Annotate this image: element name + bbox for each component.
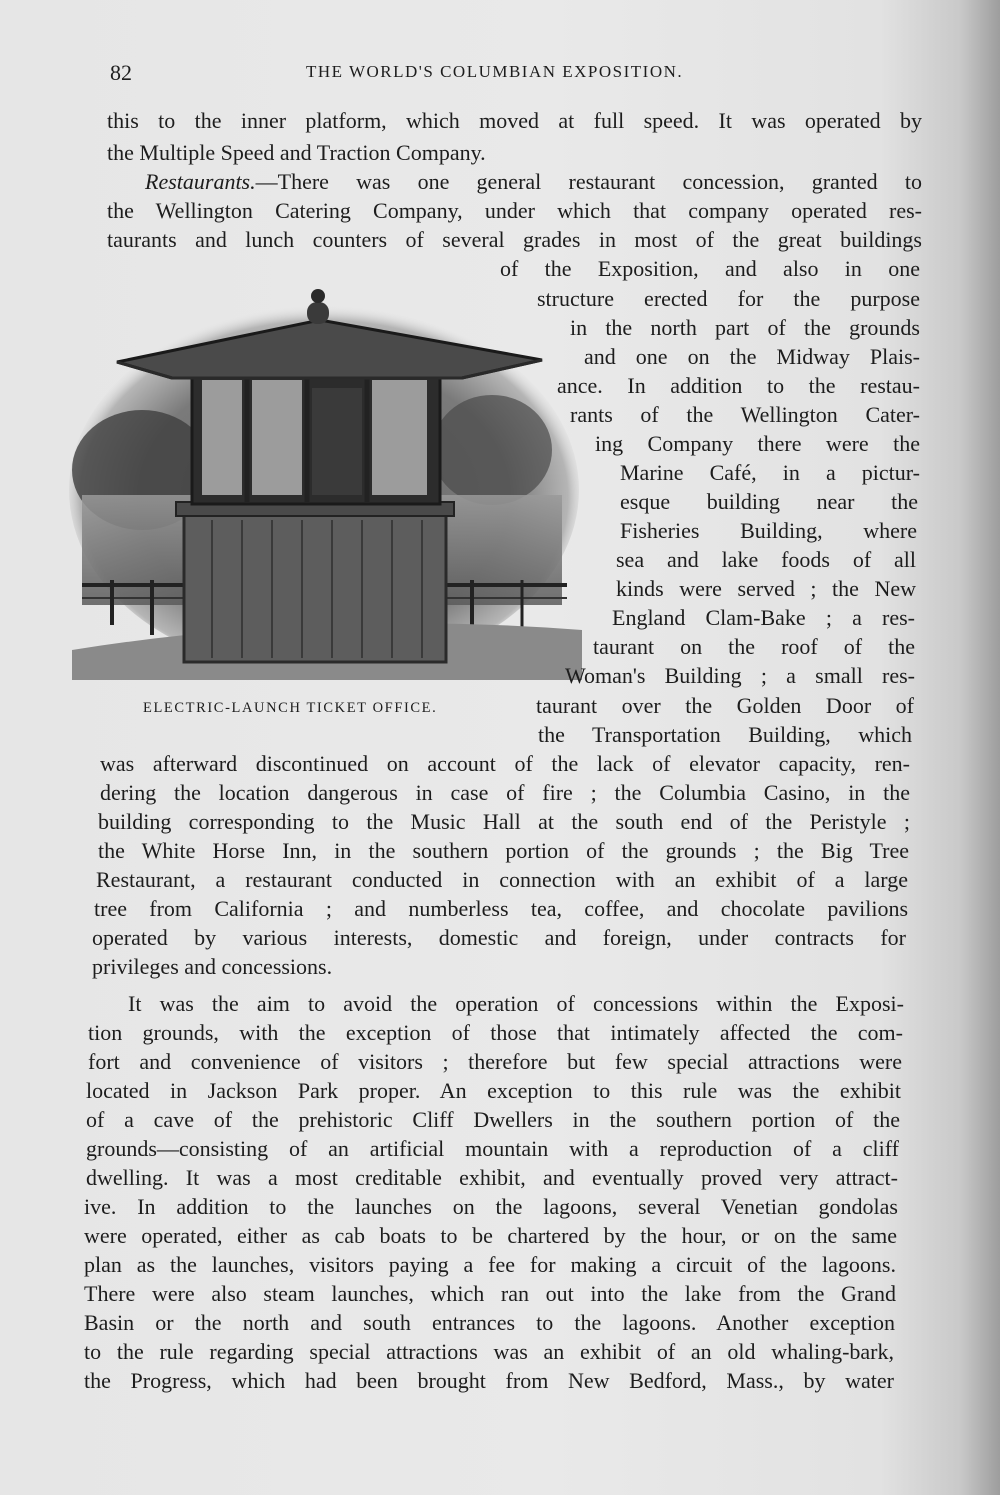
text-line: this to the inner platform, which moved at full speed. It was operated by (107, 108, 922, 133)
text-line: of the Exposition, and also in one (500, 256, 920, 281)
text-line: ing Company there were the (595, 431, 920, 456)
text-line: taurant over the Golden Door of (536, 693, 914, 718)
text-line: tree from California ; and numberless tea, coffee, and chocolate pavilions (94, 896, 908, 921)
text-line: ance. In addition to the restau- (557, 373, 920, 398)
text-line: was afterward discontinued on account of the lack of elevator capacity, ren- (100, 751, 910, 776)
text-line: tion grounds, with the exception of those that intimately affected the com- (88, 1020, 903, 1045)
text-line: located in Jackson Park proper. An exception to this rule was the exhibit (86, 1078, 901, 1103)
text-line (145, 168, 922, 196)
text-line: structure erected for the purpose (537, 286, 920, 311)
text-line: dering the location dangerous in case of fire ; the Columbia Casino, in the (100, 780, 910, 805)
text-line: taurants and lunch counters of several grades in most of the great buildings (107, 227, 922, 252)
text-line: There were also steam launches, which ran out into the lake from the Grand (84, 1281, 896, 1306)
text-line: Woman's Building ; a small res- (565, 663, 915, 688)
text-line: the Progress, which had been brought from New Bedford, Mass., by water (84, 1368, 894, 1393)
text-line: the White Horse Inn, in the southern portion of the grounds ; the Big Tree (98, 838, 909, 863)
page-header (110, 60, 920, 94)
text-line: It was the aim to avoid the operation of concessions within the Exposi- (128, 991, 904, 1016)
text-line: kinds were served ; the New (616, 576, 916, 601)
text-line: sea and lake foods of all (616, 547, 916, 572)
section-title: Restaurants. (145, 169, 256, 194)
text-line: fort and convenience of visitors ; therefore but few special attractions were (88, 1049, 902, 1074)
figure-caption: ELECTRIC-LAUNCH TICKET OFFICE. (143, 700, 438, 716)
text-line: privileges and concessions. (92, 954, 333, 979)
text-line: in the north part of the grounds (570, 315, 920, 340)
text-line: grounds—consisting of an artificial mountain with a reproduction of a cliff (86, 1136, 899, 1161)
text-line: dwelling. It was a most creditable exhibit, and eventually proved very attract- (86, 1165, 898, 1190)
text-line: ive. In addition to the launches on the lagoons, several Venetian gondolas (84, 1194, 898, 1219)
text-line: and one on the Midway Plais- (584, 344, 920, 369)
page-number: 82 (110, 60, 132, 85)
text-line: taurant on the roof of the (593, 634, 915, 659)
text-line: Restaurant, a restaurant conducted in connection with an exhibit of a large (96, 867, 908, 892)
running-head: THE WORLD'S COLUMBIAN EXPOSITION. (306, 62, 684, 81)
text-line: operated by various interests, domestic and foreign, under contracts for (92, 925, 906, 950)
text-line: England Clam-Bake ; a res- (612, 605, 915, 630)
text-line: Fisheries Building, where (620, 518, 917, 543)
text-line: plan as the launches, visitors paying a fee for making a circuit of the lagoons. (84, 1252, 896, 1277)
text-line: Basin or the north and south entrances to the lagoons. Another exception (84, 1310, 895, 1335)
text-line: Marine Café, in a pictur- (620, 460, 920, 485)
ticket-office-photo (62, 280, 582, 680)
text-line: esque building near the (620, 489, 918, 514)
text-line: building corresponding to the Music Hall at the south end of the Peristyle ; (98, 809, 910, 834)
text-line: of a cave of the prehistoric Cliff Dwellers in the southern portion of the (86, 1107, 900, 1132)
text-line: the Wellington Catering Company, under which that company operated res- (107, 198, 922, 223)
text-line: rants of the Wellington Cater- (570, 402, 920, 427)
text-segment: —There was one general restaurant concession, granted to (255, 169, 922, 194)
text-line: the Transportation Building, which (538, 722, 912, 747)
text-line: the Multiple Speed and Traction Company. (107, 140, 486, 165)
text-line: to the rule regarding special attractions was an exhibit of an old whaling-bark, (84, 1339, 894, 1364)
text-line: were operated, either as cab boats to be chartered by the hour, or on the same (84, 1223, 897, 1248)
